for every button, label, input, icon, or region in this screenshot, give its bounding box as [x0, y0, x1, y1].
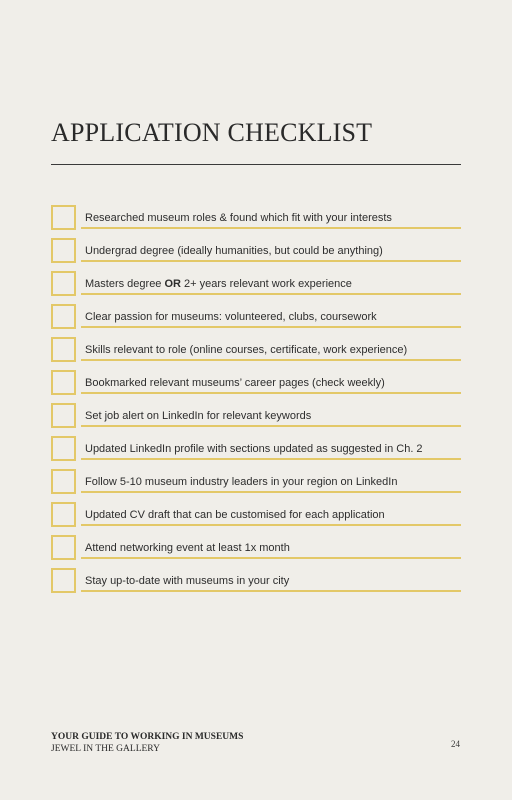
- checklist-item-label: Attend networking event at least 1x month: [85, 542, 290, 554]
- checklist-item: [51, 403, 461, 436]
- checklist-item-label: Undergrad degree (ideally humanities, but could be anything): [85, 245, 383, 257]
- checklist-item: [51, 238, 461, 271]
- checklist-item-label: Clear passion for museums: volunteered, clubs, coursework: [85, 311, 377, 323]
- underline: [81, 590, 461, 592]
- checkbox[interactable]: [51, 403, 76, 428]
- checkbox[interactable]: [51, 370, 76, 395]
- underline: [81, 491, 461, 493]
- checkbox[interactable]: [51, 535, 76, 560]
- label-part: Masters degree: [85, 278, 165, 290]
- checkbox[interactable]: [51, 304, 76, 329]
- checklist-item-label: Follow 5-10 museum industry leaders in your region on LinkedIn: [85, 476, 398, 488]
- label-part: 2+ years relevant work experience: [180, 278, 352, 290]
- checklist-item: [51, 568, 461, 601]
- checkbox[interactable]: [51, 205, 76, 230]
- checklist-item-label: [85, 278, 352, 290]
- page-number: 24: [451, 739, 460, 749]
- checklist-item-label: Updated LinkedIn profile with sections updated as suggested in Ch. 2: [85, 443, 423, 455]
- underline: [81, 458, 461, 460]
- checklist-item: [51, 271, 461, 304]
- checklist-item: [51, 436, 461, 469]
- underline: [81, 260, 461, 262]
- checklist-item-label: Stay up-to-date with museums in your city: [85, 575, 290, 587]
- underline: [81, 326, 461, 328]
- label-emphasis: OR: [164, 278, 181, 290]
- checklist-item: [51, 469, 461, 502]
- underline: [81, 392, 461, 394]
- checklist-item-label: Skills relevant to role (online courses, certificate, work experience): [85, 344, 408, 356]
- checklist-item: [51, 535, 461, 568]
- checkbox[interactable]: [51, 337, 76, 362]
- application-checklist: [51, 205, 461, 601]
- underline: [81, 524, 461, 526]
- checklist-item-label: Bookmarked relevant museums’ career pages (check weekly): [85, 377, 385, 389]
- underline: [81, 557, 461, 559]
- checkbox[interactable]: [51, 436, 76, 461]
- checkbox[interactable]: [51, 238, 76, 263]
- checklist-item-label: Updated CV draft that can be customised for each application: [85, 509, 385, 521]
- checklist-item: [51, 337, 461, 370]
- checkbox[interactable]: [51, 469, 76, 494]
- underline: [81, 293, 461, 295]
- underline: [81, 359, 461, 361]
- checklist-item-label: Researched museum roles & found which fit with your interests: [85, 212, 392, 224]
- underline: [81, 227, 461, 229]
- footer-guide-title: YOUR GUIDE TO WORKING IN MUSEUMS: [51, 732, 244, 742]
- checkbox[interactable]: [51, 271, 76, 296]
- title-divider: [51, 164, 461, 165]
- checklist-item: [51, 205, 461, 238]
- checklist-item: [51, 370, 461, 403]
- underline: [81, 425, 461, 427]
- checklist-item-label: Set job alert on LinkedIn for relevant keywords: [85, 410, 312, 422]
- page-title: APPLICATION CHECKLIST: [51, 118, 373, 147]
- checklist-item: [51, 304, 461, 337]
- footer-brand: JEWEL IN THE GALLERY: [51, 744, 160, 754]
- checklist-item: [51, 502, 461, 535]
- checkbox[interactable]: [51, 502, 76, 527]
- checkbox[interactable]: [51, 568, 76, 593]
